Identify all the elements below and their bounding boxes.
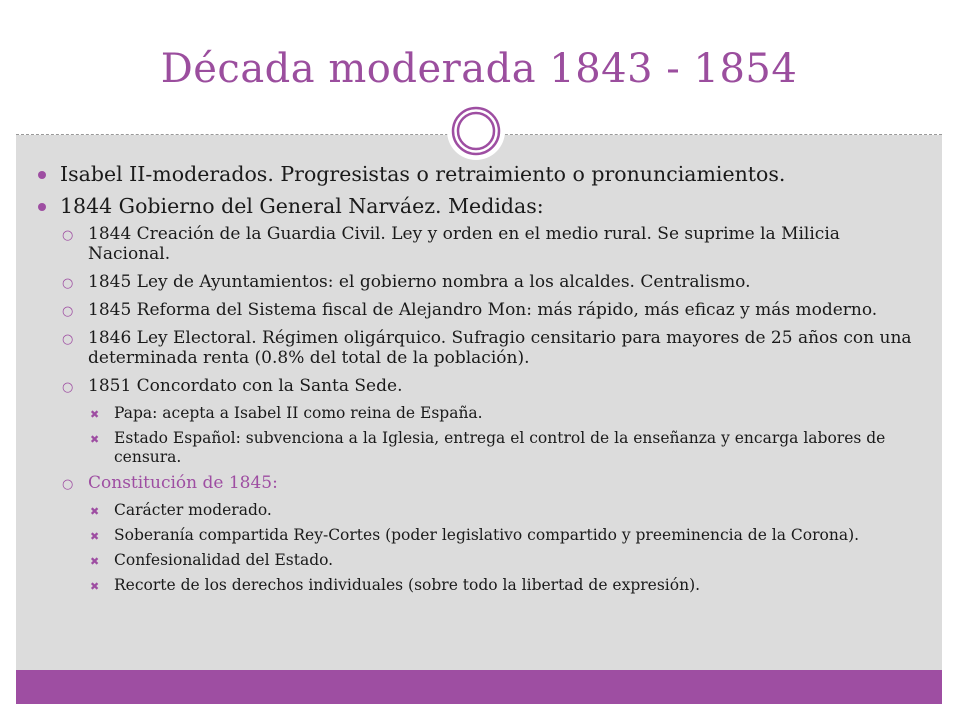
list-item: ○ 1845 Ley de Ayuntamientos: el gobierno nombra a los alcaldes. Centralismo. (62, 272, 751, 292)
bullet-star-icon: ✖ (90, 505, 100, 518)
bullet-star-icon: ✖ (90, 433, 100, 446)
list-item: ○ Constitución de 1845: (62, 473, 278, 493)
list-item: ✖ Papa: acepta a Isabel II como reina de España. (90, 404, 483, 422)
bullet-ring-icon: ○ (62, 304, 74, 319)
list-item: ✖ Estado Español: subvenciona a la Iglesia, entrega el control de la enseñanza y encarga labores de censura. (90, 429, 886, 466)
bullet-ring-icon: ○ (62, 332, 74, 347)
circle-ornament-icon (451, 106, 501, 156)
footer-bar (16, 670, 942, 704)
list-item: ✖ Carácter moderado. (90, 501, 272, 519)
bullet-star-icon: ✖ (90, 580, 100, 593)
bullet-ring-icon: ○ (62, 228, 74, 243)
bullet-dot-icon (38, 203, 46, 211)
list-item: ✖ Recorte de los derechos individuales (sobre todo la libertad de expresión). (90, 576, 701, 594)
bullet-dot-icon (38, 171, 46, 179)
list-item: ○ 1846 Ley Electoral. Régimen oligárquico. Sufragio censitario para mayores de 25 años con una determinada renta (0.8% del total de la población). (62, 328, 912, 368)
list-item: ○ 1844 Creación de la Guardia Civil. Ley y orden en el medio rural. Se suprime la Milicia Nacional. (62, 224, 840, 264)
list-item: 1844 Gobierno del General Narváez. Medidas: (38, 192, 918, 220)
bullet-star-icon: ✖ (90, 555, 100, 568)
list-item: ○ 1845 Reforma del Sistema fiscal de Alejandro Mon: más rápido, más eficaz y más moderno. (62, 300, 878, 320)
list-item: Isabel II-moderados. Progresistas o retraimiento o pronunciamientos. (38, 160, 918, 188)
list-item: ✖ Soberanía compartida Rey-Cortes (poder legislativo compartido y preeminencia de la Corona). (90, 526, 860, 544)
list-item: ✖ Confesionalidad del Estado. (90, 551, 334, 569)
bullet-ring-icon: ○ (62, 276, 74, 291)
bullet-list (38, 160, 918, 601)
bullet-ring-icon: ○ (62, 380, 74, 395)
bullet-star-icon: ✖ (90, 408, 100, 421)
bullet-ring-icon: ○ (62, 477, 74, 492)
list-item: ○ 1851 Concordato con la Santa Sede. (62, 376, 403, 396)
slide-title: Década moderada 1843 - 1854 (160, 46, 798, 92)
bullet-star-icon: ✖ (90, 530, 100, 543)
